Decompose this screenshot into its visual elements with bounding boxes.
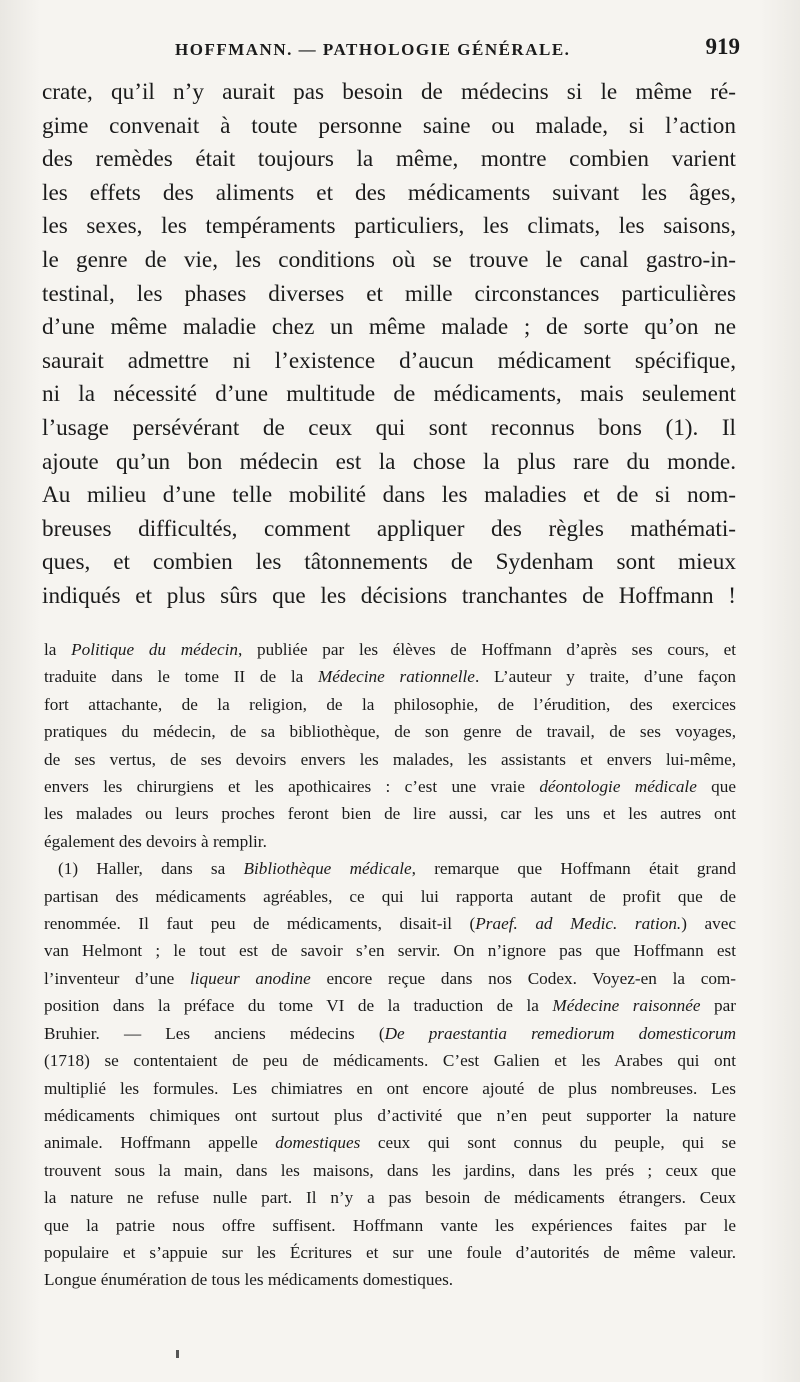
footnote-continued-line: de ses vertus, de ses devoirs envers les malades, les assistants et envers lui-même, bbox=[44, 749, 736, 769]
footnote-1-line: la nature ne refuse nulle part. Il n’y a pas besoin de médicaments étrangers. Ceux bbox=[44, 1188, 736, 1208]
body-line: saurait admettre ni l’existence d’aucun médicament spécifique, bbox=[42, 347, 736, 374]
footnote-continued-line: la Politique du médecin, publiée par les élèves de Hoffmann d’après ses cours, et bbox=[44, 640, 737, 659]
footnote-1-line: position dans la préface du tome VI de la traduction de la Médecine raisonnée par bbox=[44, 996, 736, 1016]
italic-title: Médecine rationnelle bbox=[317, 667, 475, 687]
body-line: ni la nécessité d’une multitude de médicaments, mais seulement bbox=[42, 381, 736, 408]
ink-speck bbox=[176, 1350, 179, 1358]
italic-title: liqueur anodine bbox=[189, 968, 311, 988]
italic-title: Médecine raisonnée bbox=[552, 996, 701, 1016]
footnote-1-line: médicaments chimiques ont surtout plus d’activité que n’en peut supporter la nature bbox=[44, 1105, 736, 1125]
body-line: le genre de vie, les conditions où se trouve le canal gastro-in- bbox=[42, 246, 736, 273]
footnote-1-line: animale. Hoffmann appelle domestiques ceux qui sont connus du peuple, qui se bbox=[44, 1133, 736, 1153]
italic-title: domestiques bbox=[275, 1133, 361, 1153]
footnote-1-line: que la patrie nous offre suffisent. Hoffmann vante les expériences faites par le bbox=[44, 1215, 736, 1235]
body-line: testinal, les phases diverses et mille circonstances particulières bbox=[42, 280, 736, 307]
footnote-1-line: (1) Haller, dans sa Bibliothèque médicale, remarque que Hoffmann était grand bbox=[58, 859, 736, 879]
body-line: d’une même maladie chez un même malade ; de sorte qu’on ne bbox=[42, 314, 736, 341]
body-line: l’usage persévérant de ceux qui sont reconnus bons (1). Il bbox=[42, 414, 736, 441]
page-number: 919 bbox=[705, 34, 740, 59]
footnotes bbox=[44, 636, 736, 1294]
footnote-1-line: (1718) se contentaient de peu de médicaments. C’est Galien et les Arabes qui ont bbox=[44, 1051, 736, 1071]
footnote-1-line: renommée. Il faut peu de médicaments, disait-il (Praef. ad Medic. ration.) avec bbox=[44, 914, 736, 934]
footnote-continued-line: également des devoirs à remplir. bbox=[44, 831, 267, 851]
main-paragraph bbox=[42, 76, 736, 614]
footnote-continued-line: fort attachante, de la religion, de la philosophie, de l’érudition, des exercices bbox=[44, 694, 736, 714]
italic-title: De praestantia remediorum domesticorum bbox=[384, 1023, 736, 1043]
footnote-1-line: trouvent sous la main, dans les maisons, dans les jardins, dans les prés ; ceux que bbox=[44, 1160, 736, 1180]
body-line: ajoute qu’un bon médecin est la chose la plus rare du monde. bbox=[42, 448, 736, 475]
footnote-continued-line: pratiques du médecin, de sa bibliothèque, de son genre de travail, de ses voyages, bbox=[44, 722, 736, 742]
body-line: Au milieu d’une telle mobilité dans les maladies et de si nom- bbox=[42, 482, 736, 509]
footnote-continued-line: les malades ou leurs proches feront bien de lire aussi, car les uns et les autres ont bbox=[44, 804, 736, 824]
footnote-1-line: van Helmont ; le tout est de savoir s’en servir. On n’ignore pas que Hoffmann est bbox=[44, 941, 736, 961]
italic-title: Praef. ad Medic. ration. bbox=[475, 914, 682, 934]
footnote-continued-line: envers les chirurgiens et les apothicaires : c’est une vraie déontologie médicale que bbox=[44, 777, 737, 797]
body-line: breuses difficultés, comment appliquer des règles mathémati- bbox=[42, 515, 736, 542]
body-line: indiqués et plus sûrs que les décisions tranchantes de Hoffmann ! bbox=[42, 582, 736, 609]
footnote-1-line: populaire et s’appuie sur les Écritures et sur une foule d’autorités de même valeur. bbox=[44, 1242, 736, 1262]
body-line: des remèdes était toujours la même, montre combien varient bbox=[42, 146, 736, 173]
body-line: les effets des aliments et des médicaments suivant les âges, bbox=[42, 179, 736, 206]
italic-title: déontologie médicale bbox=[539, 777, 697, 797]
body-line: gime convenait à toute personne saine ou malade, si l’action bbox=[42, 112, 736, 139]
footnote-1-line: partisan des médicaments agréables, ce qui lui rapporta autant de profit que de bbox=[44, 886, 736, 906]
italic-title: Bibliothèque médicale bbox=[243, 859, 412, 879]
page-header bbox=[40, 34, 740, 64]
body-line: les sexes, les tempéraments particuliers, les climats, les saisons, bbox=[42, 213, 736, 240]
body-line: ques, et combien les tâtonnements de Sydenham sont mieux bbox=[42, 549, 736, 576]
body-line: crate, qu’il n’y aurait pas besoin de médecins si le même ré- bbox=[42, 79, 736, 105]
italic-title: Politique du médecin bbox=[71, 640, 238, 659]
footnote-1-line: multiplié les formules. Les chimiatres en ont encore ajouté de plus nombreuses. Les bbox=[44, 1078, 736, 1098]
footnote-continued-line: traduite dans le tome II de la Médecine rationnelle. L’auteur y traite, d’une façon bbox=[44, 667, 736, 687]
running-title: HOFFMANN. — PATHOLOGIE GÉNÉRALE. bbox=[175, 40, 571, 59]
footnote-1-line: Longue énumération de tous les médicaments domestiques. bbox=[44, 1270, 454, 1290]
footnote-1-line: Bruhier. — Les anciens médecins (De praestantia remediorum domesticorum bbox=[44, 1023, 736, 1043]
footnote-1-line: l’inventeur d’une liqueur anodine encore reçue dans nos Codex. Voyez-en la com- bbox=[44, 968, 737, 988]
